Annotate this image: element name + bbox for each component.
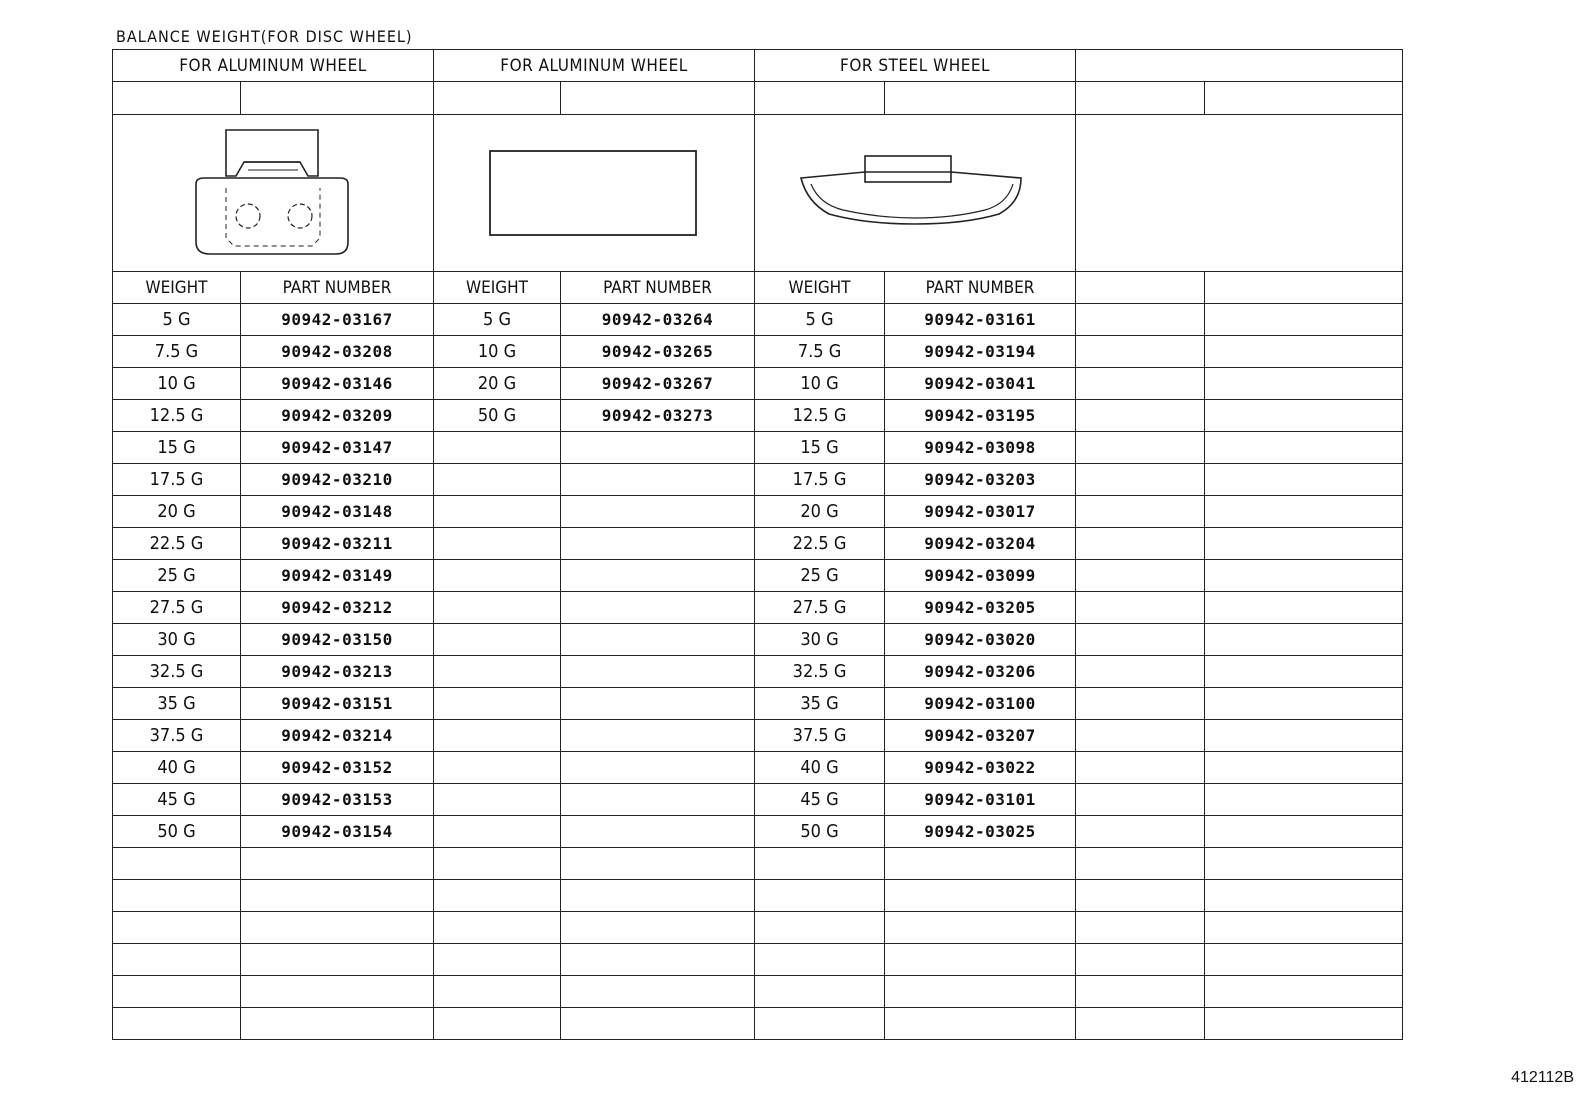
weight-cell — [1076, 720, 1205, 752]
weight-cell — [434, 848, 561, 880]
blank-cell — [561, 82, 755, 115]
table-row — [113, 880, 1403, 912]
blank-cell — [885, 82, 1076, 115]
weight-cell: 27.5 G — [755, 592, 885, 624]
part-number-cell — [1205, 688, 1403, 720]
part-number-cell — [1205, 976, 1403, 1008]
blank-cell — [1205, 82, 1403, 115]
blank-cell — [113, 82, 241, 115]
weight-header: WEIGHT — [113, 272, 241, 304]
part-number-cell — [241, 912, 434, 944]
weight-cell — [1076, 496, 1205, 528]
weight-cell: 20 G — [434, 368, 561, 400]
table-row — [113, 368, 1403, 400]
part-number-cell — [241, 944, 434, 976]
blank-cell — [1076, 82, 1205, 115]
weight-cell: 12.5 G — [755, 400, 885, 432]
part-number-cell: 90942-03149 — [241, 560, 434, 592]
weight-cell: 10 G — [434, 336, 561, 368]
illustration-cell — [755, 115, 1076, 272]
adhesive-weight-icon — [484, 143, 704, 243]
part-number-cell: 90942-03100 — [885, 688, 1076, 720]
weight-cell: 15 G — [113, 432, 241, 464]
table-row — [113, 1008, 1403, 1040]
blank-cell — [241, 82, 434, 115]
table-row — [113, 688, 1403, 720]
table-row — [113, 464, 1403, 496]
part-number-cell: 90942-03207 — [885, 720, 1076, 752]
weight-cell: 32.5 G — [113, 656, 241, 688]
table-row — [113, 496, 1403, 528]
weight-cell: 7.5 G — [755, 336, 885, 368]
weight-cell — [755, 912, 885, 944]
weight-cell: 5 G — [434, 304, 561, 336]
part-number-cell — [561, 912, 755, 944]
part-number-cell — [561, 944, 755, 976]
weight-cell — [1076, 784, 1205, 816]
weight-cell — [755, 1008, 885, 1040]
part-number-cell — [1205, 912, 1403, 944]
weight-cell — [1076, 336, 1205, 368]
table-row — [113, 720, 1403, 752]
part-number-cell — [1205, 304, 1403, 336]
weight-cell — [113, 976, 241, 1008]
part-number-cell — [561, 848, 755, 880]
part-number-cell — [241, 880, 434, 912]
weight-cell: 12.5 G — [113, 400, 241, 432]
weight-cell: 17.5 G — [113, 464, 241, 496]
weight-cell: 27.5 G — [113, 592, 241, 624]
part-number-cell: 90942-03098 — [885, 432, 1076, 464]
part-number-cell: 90942-03265 — [561, 336, 755, 368]
part-number-cell — [1205, 816, 1403, 848]
weight-cell: 7.5 G — [113, 336, 241, 368]
table-row — [113, 944, 1403, 976]
weight-cell: 10 G — [755, 368, 885, 400]
part-number-cell — [561, 432, 755, 464]
table-row — [113, 528, 1403, 560]
part-number-cell: 90942-03211 — [241, 528, 434, 560]
weight-cell: 10 G — [113, 368, 241, 400]
weight-cell: 35 G — [113, 688, 241, 720]
part-number-cell — [1205, 880, 1403, 912]
part-number-cell — [1205, 400, 1403, 432]
part-number-cell — [561, 592, 755, 624]
weight-cell: 35 G — [755, 688, 885, 720]
weight-cell: 5 G — [113, 304, 241, 336]
part-number-cell: 90942-03213 — [241, 656, 434, 688]
weight-cell: 37.5 G — [755, 720, 885, 752]
weight-cell — [434, 944, 561, 976]
weight-cell: 50 G — [434, 400, 561, 432]
weight-cell — [1076, 976, 1205, 1008]
weight-cell — [113, 848, 241, 880]
section-heading: FOR ALUMINUM WHEEL — [113, 50, 434, 82]
weight-cell — [434, 560, 561, 592]
weight-cell — [434, 1008, 561, 1040]
weight-cell — [1076, 464, 1205, 496]
weight-cell — [1076, 560, 1205, 592]
part-number-cell: 90942-03210 — [241, 464, 434, 496]
part-number-cell: 90942-03161 — [885, 304, 1076, 336]
illustration-row — [113, 115, 1403, 272]
weight-cell — [434, 464, 561, 496]
part-number-cell: 90942-03152 — [241, 752, 434, 784]
weight-cell: 20 G — [113, 496, 241, 528]
part-number-cell — [1205, 464, 1403, 496]
weight-cell — [1076, 848, 1205, 880]
part-number-cell — [1205, 656, 1403, 688]
part-number-cell: 90942-03264 — [561, 304, 755, 336]
section-heading — [1076, 50, 1403, 82]
part-number-cell: 90942-03195 — [885, 400, 1076, 432]
weight-cell: 45 G — [755, 784, 885, 816]
weight-cell: 50 G — [755, 816, 885, 848]
part-number-cell — [1205, 336, 1403, 368]
section-heading: FOR STEEL WHEEL — [755, 50, 1076, 82]
part-number-cell: 90942-03204 — [885, 528, 1076, 560]
part-number-cell: 90942-03147 — [241, 432, 434, 464]
part-number-cell: 90942-03154 — [241, 816, 434, 848]
weight-cell — [1076, 656, 1205, 688]
weight-cell — [434, 432, 561, 464]
part-number-cell — [1205, 368, 1403, 400]
weight-cell — [113, 880, 241, 912]
weight-header: WEIGHT — [755, 272, 885, 304]
weight-cell — [434, 592, 561, 624]
weight-cell: 30 G — [755, 624, 885, 656]
table-row — [113, 592, 1403, 624]
part-number-cell: 90942-03203 — [885, 464, 1076, 496]
part-number-cell — [885, 1008, 1076, 1040]
weight-cell: 22.5 G — [113, 528, 241, 560]
weight-cell — [1076, 880, 1205, 912]
part-number-cell — [1205, 720, 1403, 752]
weight-cell — [1076, 624, 1205, 656]
part-number-cell — [1205, 432, 1403, 464]
part-number-cell — [1205, 496, 1403, 528]
weight-cell: 40 G — [113, 752, 241, 784]
part-number-cell — [1205, 1008, 1403, 1040]
weight-cell — [434, 976, 561, 1008]
part-number-cell — [561, 464, 755, 496]
table-row — [113, 336, 1403, 368]
reference-code: 412112B — [1511, 1069, 1574, 1086]
balance-weight-table — [112, 49, 1403, 1040]
part-number-cell — [561, 528, 755, 560]
document-title: BALANCE WEIGHT(FOR DISC WHEEL) — [116, 27, 413, 46]
part-number-cell: 90942-03209 — [241, 400, 434, 432]
part-number-cell — [1205, 848, 1403, 880]
weight-cell — [755, 880, 885, 912]
weight-cell — [1076, 688, 1205, 720]
weight-cell: 45 G — [113, 784, 241, 816]
part-number-cell: 90942-03212 — [241, 592, 434, 624]
part-number-cell: 90942-03273 — [561, 400, 755, 432]
part-number-header: PART NUMBER — [241, 272, 434, 304]
weight-cell — [113, 944, 241, 976]
table-row — [113, 624, 1403, 656]
weight-cell: 22.5 G — [755, 528, 885, 560]
part-number-cell — [1205, 624, 1403, 656]
part-number-cell: 90942-03025 — [885, 816, 1076, 848]
weight-header: WEIGHT — [434, 272, 561, 304]
part-number-cell — [561, 1008, 755, 1040]
part-number-cell: 90942-03206 — [885, 656, 1076, 688]
part-number-cell: 90942-03205 — [885, 592, 1076, 624]
weight-cell — [1076, 944, 1205, 976]
part-number-cell — [885, 944, 1076, 976]
part-number-cell: 90942-03208 — [241, 336, 434, 368]
part-number-cell — [1205, 528, 1403, 560]
table-row — [113, 976, 1403, 1008]
table-row — [113, 400, 1403, 432]
weight-cell — [434, 880, 561, 912]
table-row — [113, 784, 1403, 816]
illustration-cell — [1076, 115, 1403, 272]
weight-cell — [434, 784, 561, 816]
part-number-cell: 90942-03153 — [241, 784, 434, 816]
part-number-cell — [561, 656, 755, 688]
weight-cell: 25 G — [755, 560, 885, 592]
part-number-cell: 90942-03167 — [241, 304, 434, 336]
weight-cell — [434, 752, 561, 784]
section-heading: FOR ALUMINUM WHEEL — [434, 50, 755, 82]
part-number-cell: 90942-03148 — [241, 496, 434, 528]
table-row — [113, 752, 1403, 784]
part-number-cell: 90942-03099 — [885, 560, 1076, 592]
part-number-cell: 90942-03150 — [241, 624, 434, 656]
weight-cell — [1076, 528, 1205, 560]
part-number-cell: 90942-03022 — [885, 752, 1076, 784]
blank-cell — [755, 82, 885, 115]
weight-cell — [434, 528, 561, 560]
section-heading-row — [113, 50, 1403, 82]
weight-cell: 15 G — [755, 432, 885, 464]
weight-cell — [1076, 592, 1205, 624]
illustration-cell — [113, 115, 434, 272]
part-number-cell — [561, 784, 755, 816]
part-number-header: PART NUMBER — [561, 272, 755, 304]
weight-cell: 25 G — [113, 560, 241, 592]
weight-cell: 37.5 G — [113, 720, 241, 752]
part-number-cell — [561, 816, 755, 848]
weight-cell — [755, 944, 885, 976]
weight-cell — [1076, 400, 1205, 432]
table-row — [113, 432, 1403, 464]
part-number-cell: 90942-03041 — [885, 368, 1076, 400]
weight-cell — [113, 1008, 241, 1040]
weight-cell — [1076, 816, 1205, 848]
part-number-cell — [885, 848, 1076, 880]
part-number-cell — [1205, 560, 1403, 592]
weight-cell — [1076, 1008, 1205, 1040]
part-number-cell — [241, 848, 434, 880]
table-row — [113, 816, 1403, 848]
column-header-row — [113, 272, 1403, 304]
weight-cell — [434, 720, 561, 752]
weight-cell: 5 G — [755, 304, 885, 336]
part-number-cell — [1205, 944, 1403, 976]
part-number-cell — [561, 624, 755, 656]
weight-cell: 20 G — [755, 496, 885, 528]
part-number-cell — [561, 976, 755, 1008]
part-number-cell — [1205, 752, 1403, 784]
weight-cell — [434, 688, 561, 720]
part-number-cell — [561, 880, 755, 912]
weight-cell: 50 G — [113, 816, 241, 848]
part-number-cell — [885, 880, 1076, 912]
weight-cell — [1076, 432, 1205, 464]
weight-cell — [1076, 752, 1205, 784]
part-number-cell — [561, 720, 755, 752]
part-number-cell — [241, 1008, 434, 1040]
part-number-cell: 90942-03194 — [885, 336, 1076, 368]
weight-cell: 17.5 G — [755, 464, 885, 496]
illustration-cell — [434, 115, 755, 272]
weight-cell — [1076, 368, 1205, 400]
part-number-cell — [885, 976, 1076, 1008]
weight-cell — [1076, 304, 1205, 336]
weight-cell — [434, 816, 561, 848]
part-number-cell: 90942-03101 — [885, 784, 1076, 816]
steel-clip-weight-icon — [795, 148, 1035, 238]
weight-cell — [755, 848, 885, 880]
weight-cell: 40 G — [755, 752, 885, 784]
part-number-cell: 90942-03151 — [241, 688, 434, 720]
part-number-cell — [241, 976, 434, 1008]
weight-cell — [1076, 912, 1205, 944]
part-number-cell: 90942-03020 — [885, 624, 1076, 656]
part-number-cell — [561, 496, 755, 528]
table-row — [113, 656, 1403, 688]
weight-cell — [434, 496, 561, 528]
part-number-cell — [1205, 592, 1403, 624]
table-row — [113, 304, 1403, 336]
table-row — [113, 848, 1403, 880]
weight-cell — [434, 656, 561, 688]
blank-cell — [434, 82, 561, 115]
weight-cell: 30 G — [113, 624, 241, 656]
part-number-cell: 90942-03017 — [885, 496, 1076, 528]
part-number-cell — [561, 688, 755, 720]
table-row — [113, 560, 1403, 592]
weight-cell — [755, 976, 885, 1008]
section-subheading-row — [113, 82, 1403, 115]
part-number-cell — [561, 560, 755, 592]
blank-header — [1076, 272, 1205, 304]
blank-header — [1205, 272, 1403, 304]
part-number-cell: 90942-03146 — [241, 368, 434, 400]
part-number-header: PART NUMBER — [885, 272, 1076, 304]
part-number-cell — [561, 752, 755, 784]
part-number-cell: 90942-03214 — [241, 720, 434, 752]
clip-on-weight-icon — [188, 124, 358, 262]
table-row — [113, 912, 1403, 944]
part-number-cell — [885, 912, 1076, 944]
weight-cell — [434, 624, 561, 656]
weight-cell: 32.5 G — [755, 656, 885, 688]
weight-cell — [434, 912, 561, 944]
part-number-cell — [1205, 784, 1403, 816]
part-number-cell: 90942-03267 — [561, 368, 755, 400]
weight-cell — [113, 912, 241, 944]
